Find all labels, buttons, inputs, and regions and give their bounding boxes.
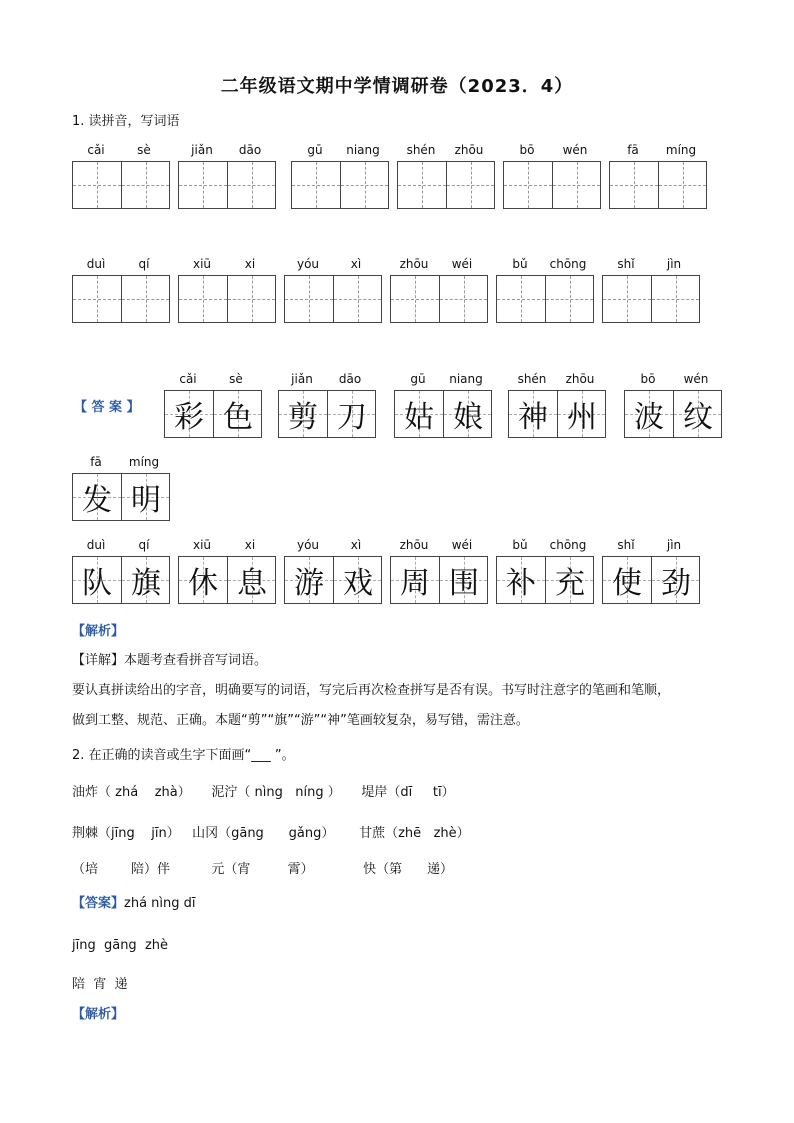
grid-cell[interactable]: [552, 162, 600, 208]
answer-tian-grid: [602, 556, 700, 604]
answer-character: 发: [82, 483, 112, 518]
pinyin-label: shén: [517, 372, 547, 386]
answer-tian-grid: [508, 390, 606, 438]
pinyin-label: zhōu: [399, 538, 429, 552]
answer-character: 纹: [683, 400, 713, 435]
pinyin-label: duì: [86, 257, 106, 271]
grid-cell[interactable]: [333, 276, 381, 322]
answer-tian-grid: [278, 390, 376, 438]
blank-tian-grid[interactable]: [72, 275, 170, 323]
answer-tag-2: 【答案】: [72, 896, 125, 911]
pinyin-label: sè: [137, 143, 151, 157]
grid-cell[interactable]: [651, 276, 699, 322]
pinyin-label: xi: [244, 257, 256, 271]
pinyin-label: yóu: [296, 257, 320, 271]
answer-tian-grid: [72, 556, 170, 604]
q2-line-3: （培 陪）伴 元（宵 霄） 快（第 递）: [72, 862, 453, 877]
pinyin-label: bǔ: [512, 257, 528, 271]
blank-tian-grid[interactable]: [609, 161, 707, 209]
grid-cell: [73, 557, 121, 603]
grid-cell[interactable]: [179, 162, 227, 208]
answer-tian-grid: [284, 556, 382, 604]
pinyin-label: míng: [128, 455, 160, 469]
grid-cell[interactable]: [227, 276, 275, 322]
q2-answer-1: zhá nìng dī: [124, 896, 196, 911]
detail-para-2: 做到工整、规范、正确。本题“剪”“旗”“游”“神”笔画较复杂，易写错，需注意。: [72, 713, 529, 728]
pinyin-label: wéi: [451, 538, 473, 552]
grid-cell[interactable]: [73, 276, 121, 322]
pinyin-label: chōng: [549, 538, 587, 552]
pinyin-label: qí: [138, 538, 150, 552]
grid-cell[interactable]: [391, 276, 439, 322]
pinyin-label: zhōu: [454, 143, 484, 157]
grid-cell[interactable]: [439, 276, 487, 322]
blank-tian-grid[interactable]: [390, 275, 488, 323]
answer-character: 波: [634, 400, 664, 435]
pinyin-label: shǐ: [617, 257, 635, 271]
grid-cell: [213, 391, 261, 437]
pinyin-label: dāo: [238, 143, 262, 157]
pinyin-label: shǐ: [617, 538, 635, 552]
pinyin-label: duì: [86, 538, 106, 552]
pinyin-label: xiū: [192, 538, 212, 552]
answer-character: 队: [82, 566, 112, 601]
grid-cell: [443, 391, 491, 437]
answer-character: 戏: [343, 566, 373, 601]
pinyin-label: cǎi: [179, 372, 197, 386]
pinyin-label: fā: [627, 143, 639, 157]
answer-tian-grid: [394, 390, 492, 438]
pinyin-label: wéi: [451, 257, 473, 271]
pinyin-label: yóu: [296, 538, 320, 552]
grid-cell[interactable]: [545, 276, 593, 322]
pinyin-label: xì: [350, 538, 362, 552]
answer-character: 休: [188, 566, 218, 601]
answer-character: 色: [223, 400, 253, 435]
pinyin-label: zhōu: [399, 257, 429, 271]
blank-tian-grid[interactable]: [284, 275, 382, 323]
answer-character: 劲: [661, 566, 691, 601]
grid-cell: [557, 391, 605, 437]
analysis-tag-2: 【解析】: [72, 1007, 125, 1022]
answer-character: 周: [400, 566, 430, 601]
answer-tian-grid: [178, 556, 276, 604]
blank-tian-grid[interactable]: [72, 161, 170, 209]
pinyin-label: niang: [449, 372, 483, 386]
answer-tian-grid: [390, 556, 488, 604]
grid-cell: [673, 391, 721, 437]
detail-text: 本题考查看拼音写词语。: [124, 653, 268, 668]
grid-cell[interactable]: [504, 162, 552, 208]
pinyin-label: sè: [229, 372, 243, 386]
blank-tian-grid[interactable]: [178, 161, 276, 209]
pinyin-label: fā: [90, 455, 102, 469]
pinyin-label: míng: [665, 143, 697, 157]
grid-cell: [227, 557, 275, 603]
pinyin-label: gū: [410, 372, 426, 386]
answer-character: 州: [567, 400, 597, 435]
q2-answer-2: jīng gāng zhè: [72, 938, 169, 953]
grid-cell: [497, 557, 545, 603]
pinyin-label: xì: [350, 257, 362, 271]
grid-cell: [395, 391, 443, 437]
blank-tian-grid[interactable]: [496, 275, 594, 323]
pinyin-label: bō: [640, 372, 656, 386]
analysis-tag-1: 【解析】: [72, 624, 125, 639]
question-1-label: 1. 读拼音，写词语: [72, 114, 180, 129]
grid-cell: [73, 474, 121, 520]
pinyin-label: xiū: [192, 257, 212, 271]
blank-tian-grid[interactable]: [602, 275, 700, 323]
grid-cell: [603, 557, 651, 603]
answer-character: 娘: [453, 400, 483, 435]
grid-cell: [327, 391, 375, 437]
answer-character: 围: [449, 566, 479, 601]
answer-character: 刀: [337, 400, 367, 435]
pinyin-label: niang: [346, 143, 380, 157]
answer-character: 使: [612, 566, 642, 601]
pinyin-label: qí: [138, 257, 150, 271]
grid-cell[interactable]: [227, 162, 275, 208]
pinyin-label: jiǎn: [191, 143, 213, 157]
grid-cell: [285, 557, 333, 603]
answer-character: 姑: [404, 400, 434, 435]
detail-para-1: 要认真拼读给出的字音，明确要写的词语，写完后再次检查拼写是否有误。书写时注意字的笔画和笔顺，: [72, 683, 671, 698]
grid-cell: [121, 474, 169, 520]
blank-tian-grid[interactable]: [291, 161, 389, 209]
pinyin-label: shén: [406, 143, 436, 157]
blank-tian-grid[interactable]: [178, 275, 276, 323]
grid-cell[interactable]: [292, 162, 340, 208]
answer-tian-grid: [72, 473, 170, 521]
grid-cell[interactable]: [121, 162, 169, 208]
q2-answer-3: 陪 宵 递: [72, 977, 128, 992]
pinyin-label: dāo: [338, 372, 362, 386]
pinyin-label: wén: [562, 143, 588, 157]
grid-cell: [179, 557, 227, 603]
answer-character: 息: [237, 566, 267, 601]
answer-tian-grid: [624, 390, 722, 438]
pinyin-label: chōng: [549, 257, 587, 271]
grid-cell: [439, 557, 487, 603]
pinyin-label: zhōu: [565, 372, 595, 386]
grid-cell[interactable]: [340, 162, 388, 208]
q2-line-2: 荆棘（jīng jīn） 山冈（gāng gǎng） 甘蔗（zhē zhè）: [72, 826, 470, 841]
grid-cell[interactable]: [179, 276, 227, 322]
answer-character: 彩: [174, 400, 204, 435]
grid-cell: [165, 391, 213, 437]
grid-cell[interactable]: [497, 276, 545, 322]
grid-cell[interactable]: [398, 162, 446, 208]
pinyin-label: wén: [683, 372, 709, 386]
detail-tag: 【详解】: [72, 653, 125, 668]
answer-character: 旗: [131, 566, 161, 601]
q2-answer-line: [72, 893, 196, 915]
grid-cell: [545, 557, 593, 603]
pinyin-label: jìn: [666, 257, 682, 271]
grid-cell[interactable]: [285, 276, 333, 322]
page-title: 二年级语文期中学情调研卷（2023．4）: [220, 76, 574, 97]
grid-cell[interactable]: [658, 162, 706, 208]
grid-cell[interactable]: [121, 276, 169, 322]
pinyin-label: bǔ: [512, 538, 528, 552]
grid-cell[interactable]: [610, 162, 658, 208]
pinyin-label: jiǎn: [291, 372, 313, 386]
grid-cell: [391, 557, 439, 603]
answer-character: 游: [294, 566, 324, 601]
answer-tag-1: 【 答 案 】: [74, 400, 140, 415]
answer-character: 明: [131, 483, 161, 518]
pinyin-label: bō: [519, 143, 535, 157]
grid-cell: [121, 557, 169, 603]
grid-cell: [625, 391, 673, 437]
answer-tian-grid: [164, 390, 262, 438]
grid-cell[interactable]: [446, 162, 494, 208]
answer-character: 补: [506, 566, 536, 601]
answer-character: 神: [518, 400, 548, 435]
pinyin-label: cǎi: [87, 143, 105, 157]
pinyin-label: gū: [307, 143, 323, 157]
answer-character: 充: [555, 566, 585, 601]
answer-character: 剪: [288, 400, 318, 435]
grid-cell[interactable]: [603, 276, 651, 322]
question-2-label: 2. 在正确的读音或生字下面画“___ ”。: [72, 748, 295, 763]
grid-cell: [279, 391, 327, 437]
grid-cell: [333, 557, 381, 603]
grid-cell: [509, 391, 557, 437]
blank-tian-grid[interactable]: [397, 161, 495, 209]
answer-tian-grid: [496, 556, 594, 604]
pinyin-label: jìn: [666, 538, 682, 552]
detail-line: [72, 650, 267, 672]
grid-cell[interactable]: [73, 162, 121, 208]
blank-tian-grid[interactable]: [503, 161, 601, 209]
q2-line-1: 油炸（ zhá zhà） 泥泞（ nìng níng ） 堤岸（dī tī）: [72, 785, 455, 800]
grid-cell: [651, 557, 699, 603]
pinyin-label: xi: [244, 538, 256, 552]
